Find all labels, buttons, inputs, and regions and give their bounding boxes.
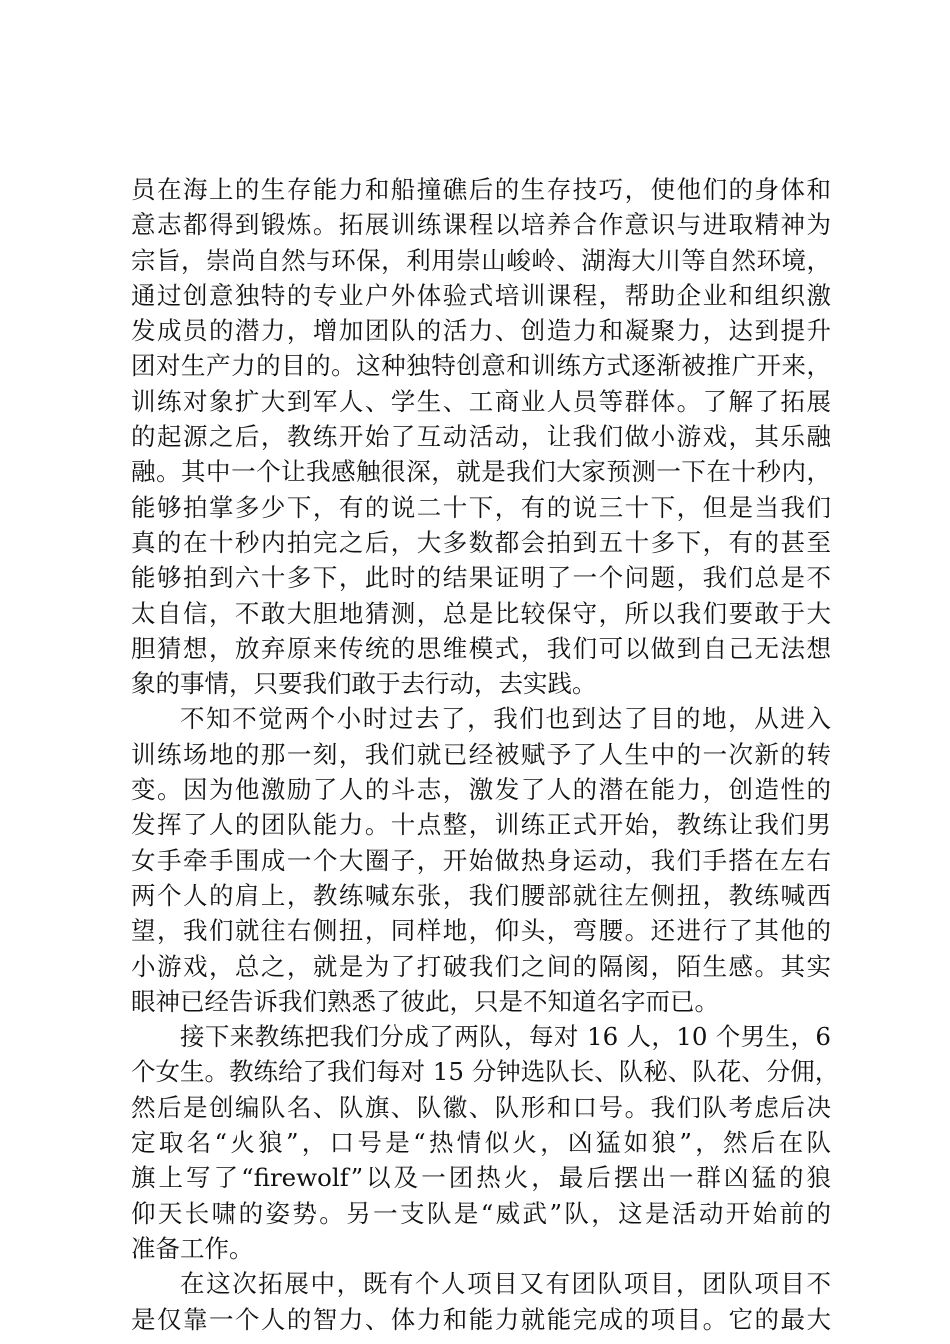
text-line: 通过创意独特的专业户外体验式培训课程，帮助企业和组织激 <box>131 280 831 310</box>
text-line: 意志都得到锻炼。拓展训练课程以培养合作意识与进取精神为 <box>131 210 831 240</box>
text-line: 旗上写了“firewolf”以及一团热火，最后摆出一群凶猛的狼 <box>131 1163 831 1193</box>
text-line: 的起源之后，教练开始了互动活动，让我们做小游戏，其乐融 <box>131 422 831 452</box>
text-line: 训练对象扩大到军人、学生、工商业人员等群体。了解了拓展 <box>131 386 831 416</box>
text-line: 望，我们就往右侧扭，同样地，仰头，弯腰。还进行了其他的 <box>131 916 831 946</box>
text-line: 变。因为他激励了人的斗志，激发了人的潜在能力，创造性的 <box>131 775 831 805</box>
text-line: 小游戏，总之，就是为了打破我们之间的隔阂，陌生感。其实 <box>131 951 831 981</box>
text-line: 太自信，不敢大胆地猜测，总是比较保守，所以我们要敢于大 <box>131 598 831 628</box>
text-line: 团对生产力的目的。这种独特创意和训练方式逐渐被推广开来， <box>131 351 831 381</box>
text-line: 眼神已经告诉我们熟悉了彼此，只是不知道名字而已。 <box>131 986 719 1016</box>
text-line: 是仅靠一个人的智力、体力和能力就能完成的项目。它的最大 <box>131 1304 831 1334</box>
paragraph-first-line: 在这次拓展中，既有个人项目又有团队项目，团队项目不 <box>180 1269 831 1299</box>
text-line: 仰天长啸的姿势。另一支队是“威武”队，这是活动开始前的 <box>131 1198 831 1228</box>
text-line: 胆猜想，放弃原来传统的思维模式，我们可以做到自己无法想 <box>131 633 831 663</box>
text-line: 能够拍掌多少下，有的说二十下，有的说三十下，但是当我们 <box>131 492 831 522</box>
paragraph-first-line: 接下来教练把我们分成了两队，每对 16 人，10 个男生，6 <box>180 1022 831 1052</box>
text-line: 能够拍到六十多下，此时的结果证明了一个问题，我们总是不 <box>131 563 831 593</box>
text-line: 定取名“火狼”，口号是“热情似火，凶猛如狼”，然后在队 <box>131 1128 831 1158</box>
text-line: 个女生。教练给了我们每对 15 分钟选队长、队秘、队花、分佣， <box>131 1057 840 1087</box>
text-line: 象的事情，只要我们敢于去行动，去实践。 <box>131 669 597 699</box>
text-line: 发挥了人的团队能力。十点整，训练正式开始，教练让我们男 <box>131 810 831 840</box>
body-text <box>131 172 840 1337</box>
text-line: 宗旨，崇尚自然与环保，利用崇山峻岭、湖海大川等自然环境， <box>131 245 831 275</box>
text-line: 两个人的肩上，教练喊东张，我们腰部就往左侧扭，教练喊西 <box>131 880 831 910</box>
text-line: 发成员的潜力，增加团队的活力、创造力和凝聚力，达到提升 <box>131 316 831 346</box>
text-line: 女手牵手围成一个大圈子，开始做热身运动，我们手搭在左右 <box>131 845 831 875</box>
text-line: 融。其中一个让我感触很深，就是我们大家预测一下在十秒内， <box>131 457 831 487</box>
text-line: 然后是创编队名、队旗、队徽、队形和口号。我们队考虑后决 <box>131 1092 831 1122</box>
text-line: 训练场地的那一刻，我们就已经被赋予了人生中的一次新的转 <box>131 739 831 769</box>
text-line: 真的在十秒内拍完之后，大多数都会拍到五十多下，有的甚至 <box>131 527 831 557</box>
paragraph-first-line: 不知不觉两个小时过去了，我们也到达了目的地，从进入 <box>180 704 831 734</box>
text-line: 准备工作。 <box>131 1233 254 1263</box>
text-line: 员在海上的生存能力和船撞礁后的生存技巧，使他们的身体和 <box>131 175 831 204</box>
